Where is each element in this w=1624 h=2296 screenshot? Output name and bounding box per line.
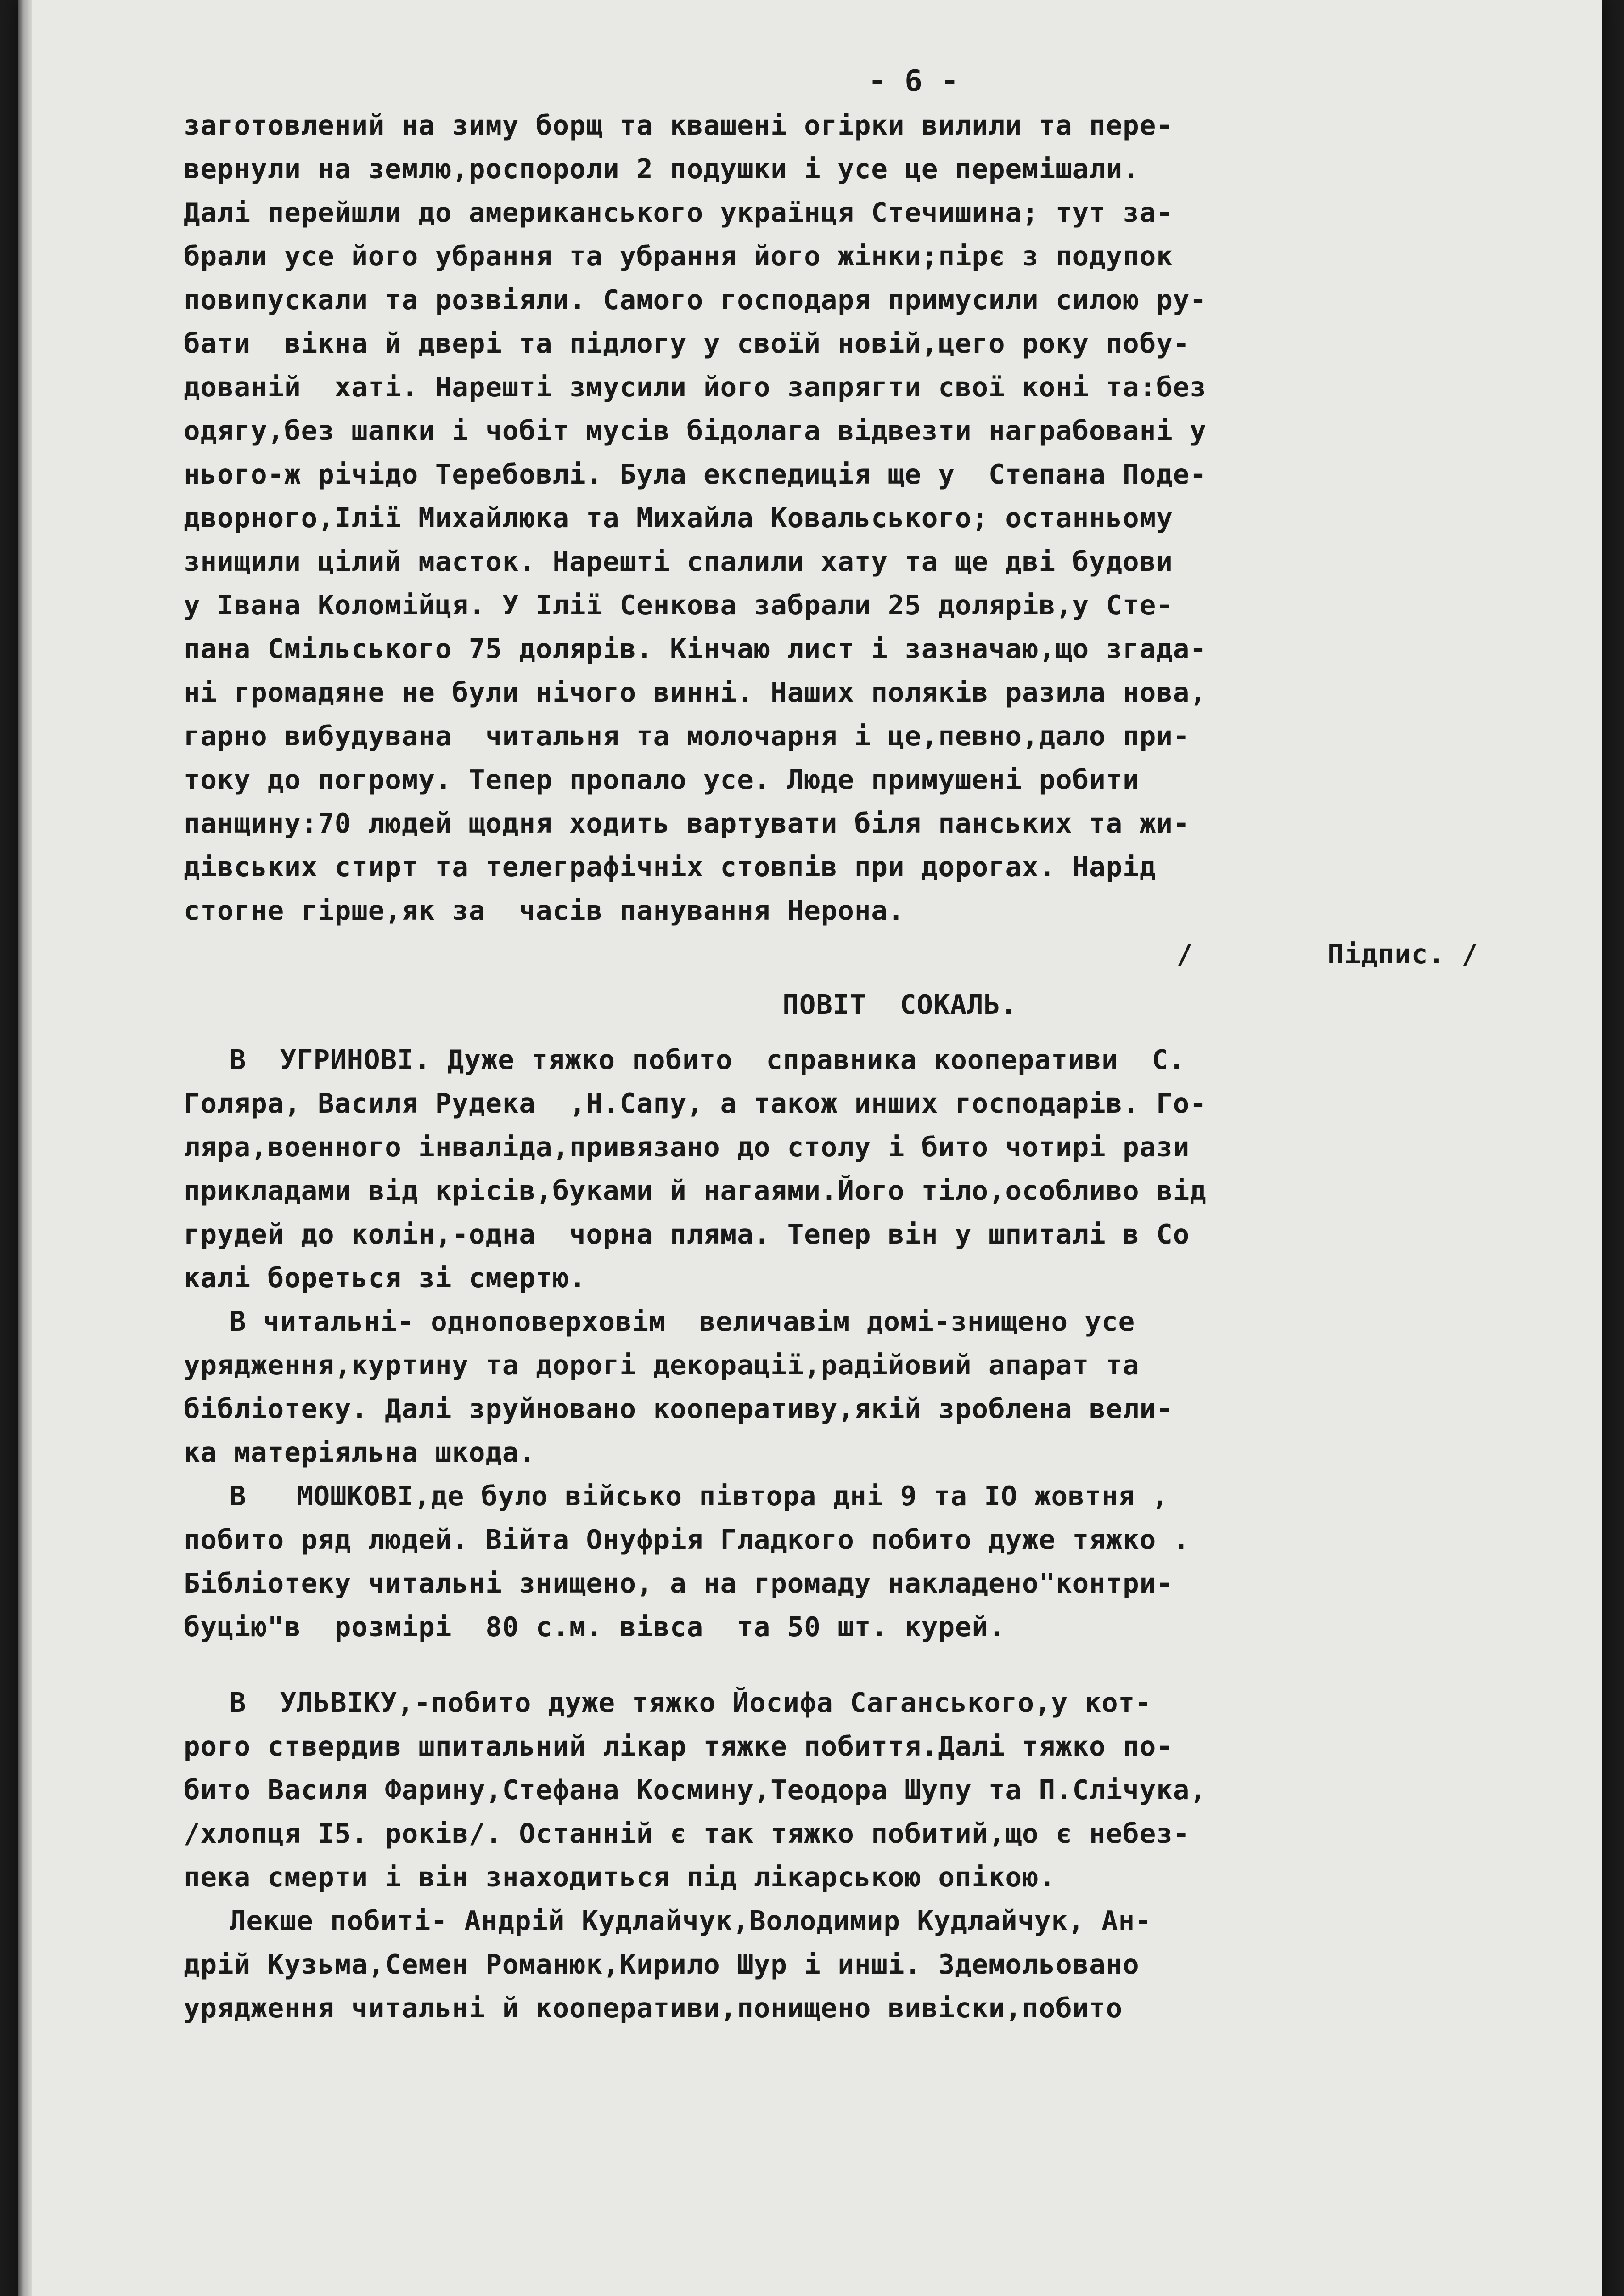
text-line: току до погрому. Тепер пропало усе. Люде примушені робити [184,764,1140,795]
paragraph-reading-room [184,1300,1561,1474]
paragraph-uhrynov [184,1038,1561,1300]
text-line: Далі перейшли до американського українця Стечишина; тут за- [184,197,1173,228]
text-line: прикладами від крісів,буками й нагаями.Його тіло,особливо від [184,1175,1207,1206]
text-line: В УГРИНОВІ. Дуже тяжко побито справника кооперативи С. [230,1044,1186,1075]
text-line: Бібліотеку читальні знищено, а на громаду накладено"контри- [184,1567,1173,1599]
text-line: буцію"в розмірі 80 с.м. вівса та 50 шт. курей. [184,1611,1006,1643]
text-line: Лекше побиті- Андрій Кудлайчук,Володимир Кудлайчук, Ан- [230,1905,1152,1936]
text-line: Голяра, Василя Рудека ,Н.Сапу, а також инших господарів. Го- [184,1087,1207,1119]
text-line: панщину:70 людей щодня ходить вартувати біля панських та жи- [184,807,1190,839]
text-line: В МОШКОВІ,де було військо півтора дні 9 та IO жовтня , [230,1480,1169,1512]
district-heading: ПОВІТ СОКАЛЬ. [782,989,1017,1020]
text-line: калі бореться зі смертю. [184,1262,586,1294]
text-line: бібліотеку. Далі зруйновано кооперативу,якій зроблена вели- [184,1393,1173,1424]
binding-edge [18,0,32,2296]
text-line: /хлопця I5. років/. Останній є так тяжко побитий,що є небез- [184,1818,1190,1849]
text-line: стогне гірше,як за часів панування Нерона. [184,895,905,926]
text-line: ні громадяне не були нічого винні. Наших поляків разила нова, [184,676,1207,708]
text-line: рого ствердив шпитальний лікар тяжке побиття.Далі тяжко по- [184,1730,1173,1762]
text-line: пана Смільського 75 долярів. Кінчаю лист і зазначаю,що згада- [184,633,1207,664]
paragraph-moshkiv [184,1474,1561,1649]
paragraph-ulvik [184,1681,1561,1899]
text-line: ляра,военного інваліда,привязано до столу і бито чотирі рази [184,1131,1190,1163]
document-page [18,0,1602,2296]
text-line: В УЛЬВІКУ,-побито дуже тяжко Йосифа Саганського,у кот- [230,1687,1152,1718]
page-number: - 6 - [868,64,959,98]
paragraph-gap [184,1649,1561,1681]
paragraph-terebovlia [184,103,1561,932]
text-line: дівських стирт та телеграфічніх стовпів при дорогах. Нарід [184,851,1157,883]
text-line: В читальні- одноповерховім величавім домі-знищено усе [230,1306,1135,1337]
text-line: побито ряд людей. Війта Онуфрія Гладкого побито дуже тяжко . [184,1524,1190,1555]
text-line: грудей до колін,-одна чорна пляма. Тепер він у шпиталі в Со [184,1218,1190,1250]
text-line: дованій хаті. Нарешті змусили його запрягти свої коні та:без [184,371,1207,403]
text-line: повипускали та розвіяли. Самого господаря примусили силою ру- [184,284,1207,315]
text-line: нього-ж річідо Теребовлі. Була експедиція ще у Степана Поде- [184,458,1207,490]
text-line: бито Василя Фарину,Стефана Космину,Теодора Шупу та П.Слічука, [184,1774,1207,1806]
text-line: знищили цілий масток. Нарешті спалили хату та ще дві будови [184,546,1173,577]
typewritten-text [184,60,1561,2030]
text-line: урядження,куртину та дорогі декорації,радійовий апарат та [184,1349,1140,1381]
text-line: одягу,без шапки і чобіт мусів бідолага відвезти награбовані у [184,415,1207,446]
text-line: урядження читальні й кооперативи,понищено вивіски,побито [184,1992,1123,2024]
paragraph-lightly-beaten [184,1899,1561,2030]
text-line: ка матеріяльна шкода. [184,1436,536,1468]
text-line: брали усе його убрання та убрання його жінки;пірє з подупок [184,240,1173,272]
text-line: заготовлений на зиму борщ та квашені огірки вилили та пере- [184,109,1173,141]
text-line: пека смерти і він знаходиться під лікарською опікою. [184,1861,1056,1893]
text-line: гарно вибудувана читальня та молочарня і це,певно,дало при- [184,720,1190,752]
text-line: дрій Кузьма,Семен Романюк,Кирило Шур і инші. Здемольовано [184,1948,1140,1980]
text-line: у Івана Коломійця. У Ілії Сенкова забрали 25 долярів,у Сте- [184,589,1173,621]
signature: / Підпис. / [1176,938,1478,970]
text-line: бати вікна й двері та підлогу у своїй новій,цего року побу- [184,327,1190,359]
text-line: дворного,Ілії Михайлюка та Михайла Ковальського; останньому [184,502,1173,534]
text-line: вернули на землю,роспороли 2 подушки і усе це перемішали. [184,153,1140,185]
